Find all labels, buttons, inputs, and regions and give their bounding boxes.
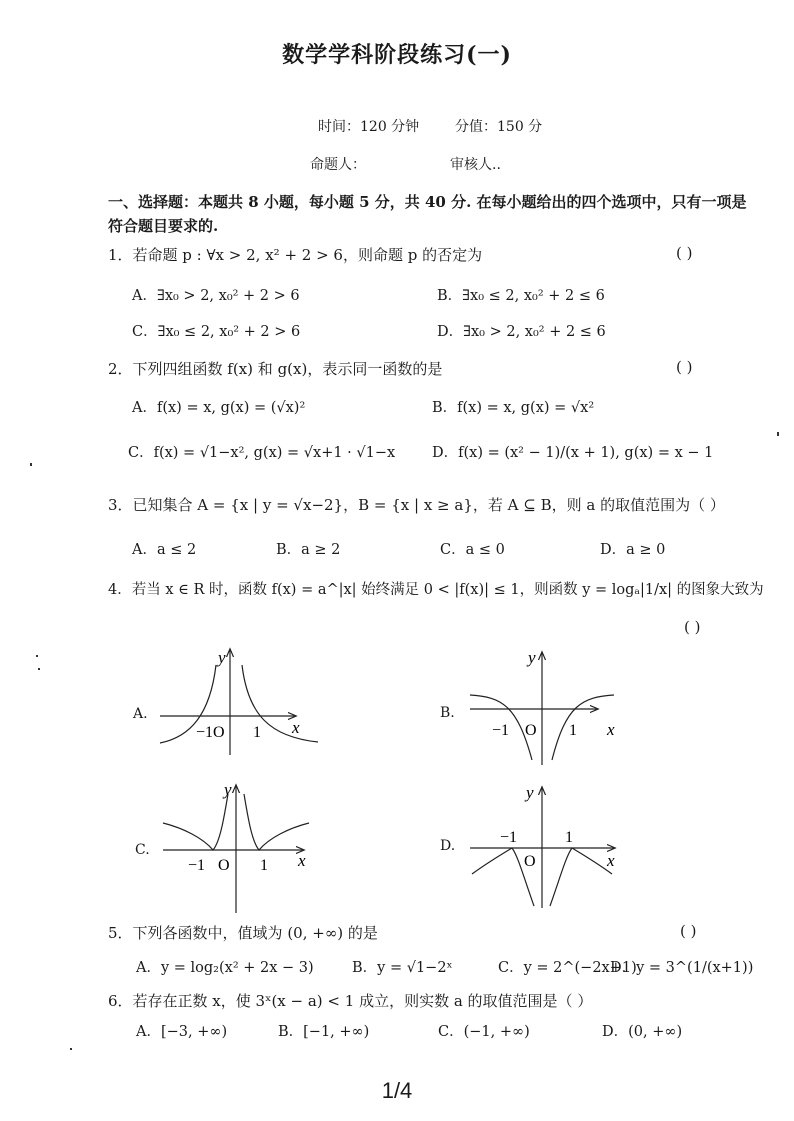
graph-c-y-label: y: [224, 780, 232, 799]
graph-b-origin-label: O: [525, 722, 537, 739]
question-2-stem: 2．下列四组函数 f(x) 和 g(x)，表示同一函数的是: [108, 360, 443, 378]
question-5-option-a: A．y = log₂(x² + 2x − 3): [136, 960, 314, 976]
question-5-stem: 5．下列各函数中，值域为 (0, +∞) 的是: [108, 924, 378, 942]
graph-c-origin-label: O: [218, 857, 230, 874]
graph-b-one-label: 1: [569, 722, 577, 739]
question-5-answer-blank: ( ): [680, 922, 697, 940]
question-2-option-a: A．f(x) = x, g(x) = (√x)²: [132, 400, 306, 416]
exam-time: 时间：120 分钟: [318, 119, 420, 135]
graph-b-neg-one-label: −1: [492, 722, 510, 739]
exam-reviewer: 审核人..: [450, 157, 501, 173]
question-4-answer-blank: ( ): [684, 618, 701, 636]
graph-a-origin-label: −1O: [196, 724, 225, 741]
graph-d-x-label: x: [607, 851, 615, 870]
question-1-option-a: A．∃x₀ > 2, x₀² + 2 > 6: [132, 288, 300, 304]
question-5-option-b: B．y = √1−2ˣ: [352, 960, 453, 976]
question-6-option-a: A．[−3, +∞): [136, 1024, 228, 1040]
graph-c-one-label: 1: [260, 857, 268, 874]
question-3-option-c: C．a ≤ 0: [440, 542, 505, 558]
question-4-option-a-label: A.: [133, 706, 148, 722]
scan-speck: [30, 463, 32, 466]
question-1-option-d: D．∃x₀ > 2, x₀² + 2 ≤ 6: [437, 324, 606, 340]
exam-author: 命题人：: [310, 157, 366, 173]
graph-a-one-label: 1: [253, 724, 261, 741]
graph-c: [158, 778, 328, 913]
question-2-option-c: C．f(x) = √1−x², g(x) = √x+1 · √1−x: [128, 445, 396, 461]
graph-b-x-label: x: [607, 720, 615, 739]
graph-d-origin-label: O: [524, 853, 536, 870]
graph-a-x-label: x: [292, 718, 300, 737]
graph-c-right-curve: [244, 794, 309, 850]
question-6-option-c: C．(−1, +∞): [438, 1024, 530, 1040]
graph-d-one-label: 1: [565, 829, 573, 846]
question-3-option-a: A．a ≤ 2: [132, 542, 197, 558]
section-heading: 一、选择题：本题共 8 小题，每小题 5 分，共 40 分. 在每小题给出的四个选项中，只有一项是符合题目要求的.: [108, 193, 747, 235]
question-2-option-d: D．f(x) = (x² − 1)/(x + 1), g(x) = x − 1: [432, 445, 714, 461]
scan-speck: [38, 668, 40, 670]
graph-c-left-curve: [163, 794, 228, 850]
graph-c-x-label: x: [298, 851, 306, 870]
question-4-option-c-label: C.: [135, 842, 150, 858]
graph-a-y-label: y: [218, 648, 226, 667]
graph-b-right-curve: [552, 695, 614, 760]
question-1-stem: 1．若命题 p : ∀x > 2, x² + 2 > 6，则命题 p 的否定为: [108, 246, 483, 264]
question-1-option-c: C．∃x₀ ≤ 2, x₀² + 2 > 6: [132, 324, 301, 340]
scan-speck: [777, 432, 779, 436]
page-number: 1/4: [381, 1078, 413, 1103]
scan-speck: [70, 1048, 72, 1050]
question-6-stem: 6．若存在正数 x，使 3ˣ(x − a) < 1 成立，则实数 a 的取值范围是（ ）: [108, 992, 593, 1010]
question-3-option-d: D．a ≥ 0: [600, 542, 666, 558]
exam-score: 分值：150 分: [455, 119, 543, 135]
question-1-answer-blank: ( ): [676, 244, 693, 262]
question-6-option-b: B．[−1, +∞): [278, 1024, 370, 1040]
question-2-answer-blank: ( ): [676, 358, 693, 376]
graph-c-neg-one-label: −1: [188, 857, 206, 874]
question-5-option-c: C．y = 2^(−2x+1): [498, 960, 637, 976]
question-4-stem: 4．若当 x ∈ R 时，函数 f(x) = a^|x| 始终满足 0 < |f(x)| ≤ 1，则函数 y = logₐ|1/x| 的图象大致为: [108, 582, 764, 598]
question-6-option-d: D．(0, +∞): [602, 1024, 683, 1040]
graph-b-y-label: y: [528, 648, 536, 667]
question-3-stem: 3．已知集合 A = {x | y = √x−2}，B = {x | x ≥ a}，若 A ⊆ B，则 a 的取值范围为（ ）: [108, 496, 725, 514]
scan-speck: [36, 655, 38, 657]
question-2-option-b: B．f(x) = x, g(x) = √x²: [432, 400, 595, 416]
graph-d-neg-one-label: −1: [500, 829, 518, 846]
question-5-option-d: D．y = 3^(1/(x+1)): [610, 960, 754, 976]
page-title: 数学学科阶段练习(一): [282, 42, 512, 68]
graph-a: [150, 645, 330, 755]
question-4-option-b-label: B.: [440, 705, 455, 721]
question-4-option-d-label: D.: [440, 838, 456, 854]
graph-b: [462, 645, 632, 765]
graph-d: [462, 778, 632, 913]
graph-d-right-curve: [550, 848, 612, 906]
graph-d-y-label: y: [526, 783, 534, 802]
question-3-option-b: B．a ≥ 2: [276, 542, 341, 558]
question-1-option-b: B．∃x₀ ≤ 2, x₀² + 2 ≤ 6: [437, 288, 605, 304]
